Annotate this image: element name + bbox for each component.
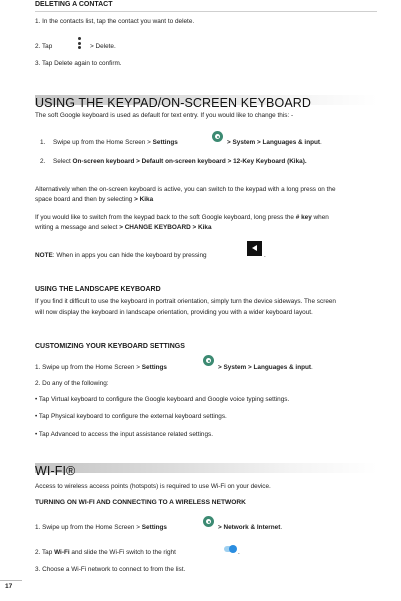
delete-step-3: 3. Tap Delete again to confirm.: [35, 60, 122, 67]
wifi-intro: Access to wireless access points (hotspots) is required to use Wi-Fi on your device.: [35, 483, 271, 490]
delete-step-2-post: > Delete.: [90, 43, 116, 50]
keypad-step-1-path: [227, 139, 322, 147]
section-header-bar: [35, 463, 377, 473]
customizing-step-1-settings: Settings: [141, 364, 167, 371]
keypad-switch-line-1-bold: # key: [295, 214, 312, 221]
landscape-line-2: will now display the keyboard in landscape orientation, providing you with a wider keyboard layout.: [35, 309, 313, 316]
wifi-step-1: [35, 524, 167, 532]
landscape-line-1: If you find it difficult to use the keyboard in portrait orientation, simply turn the device sideways. The screen: [35, 298, 336, 305]
landscape-heading: USING THE LANDSCAPE KEYBOARD: [35, 286, 161, 293]
customizing-bullet-2: • Tap Physical keyboard to configure the external keyboard settings.: [35, 413, 227, 420]
settings-gear-icon: [203, 516, 214, 527]
wifi-step-2-end: .: [238, 549, 240, 556]
more-vertical-icon: [77, 37, 81, 49]
delete-step-1: 1. In the contacts list, tap the contact you want to delete.: [35, 18, 195, 25]
keypad-step-2-number: 2.: [40, 158, 46, 165]
divider: [35, 11, 377, 12]
wifi-step-2-post: and slide the Wi-Fi switch to the right: [69, 549, 176, 556]
note-end: .: [264, 252, 266, 259]
delete-step-2: [35, 43, 52, 51]
keypad-step-1-settings: Settings: [152, 139, 178, 146]
keypad-step-2-bold: On-screen keyboard > Default on-screen keyboard > 12-Key Keyboard (Kika).: [72, 158, 307, 165]
customizing-bullet-3: • Tap Advanced to access the input assistance related settings.: [35, 431, 213, 438]
wifi-step-2: [35, 549, 176, 557]
keypad-step-1-pre: Swipe up from the Home Screen >: [53, 139, 153, 146]
settings-gear-icon: [212, 131, 223, 142]
wifi-step-2-pre: 2. Tap: [35, 549, 55, 556]
keypad-note: [35, 252, 207, 260]
customizing-step-1-path-bold: > System > Languages & input: [218, 364, 312, 371]
keypad-intro: The soft Google keyboard is used as default for text entry. If you would like to change this: -: [35, 112, 294, 119]
keypad-step-2: [53, 158, 307, 166]
customizing-bullet-1: • Tap Virtual keyboard to configure the Google keyboard and Google voice typing settings.: [35, 396, 290, 403]
keypad-alt-line-2-pre: space board and then by selecting: [35, 196, 135, 203]
wifi-step-2-bold: Wi-Fi: [54, 549, 70, 556]
page-number: 17: [5, 583, 13, 590]
wifi-step-1-settings: Settings: [141, 524, 167, 531]
keypad-section-heading: USING THE KEYPAD/ON-SCREEN KEYBOARD: [35, 96, 312, 110]
delete-step-2-pre: 2. Tap: [35, 43, 53, 50]
wifi-subheading: TURNING ON WI-FI AND CONNECTING TO A WIRELESS NETWORK: [35, 499, 246, 506]
keypad-step-2-pre: Select: [53, 158, 73, 165]
note-label: NOTE: [35, 252, 53, 259]
customizing-step-1-end: .: [311, 364, 313, 371]
keypad-alt-line-1: Alternatively when the on-screen keyboard is active, you can switch to the keypad with a long press on the: [35, 186, 336, 193]
customizing-step-2: 2. Do any of the following:: [35, 380, 109, 387]
keypad-switch-line-2: [35, 224, 212, 232]
wifi-step-1-path: [218, 524, 282, 532]
keypad-alt-line-2-bold: > Kika: [134, 196, 154, 203]
keypad-switch-line-1-post: when: [311, 214, 329, 221]
keypad-step-1-number: 1.: [40, 139, 46, 146]
note-text: : When in apps you can hide the keyboard by pressing: [52, 252, 207, 259]
toggle-switch-icon: [224, 546, 236, 552]
keypad-step-1-path-bold: > System > Languages & input: [227, 139, 321, 146]
back-triangle-icon: [247, 241, 262, 256]
delete-contact-heading: DELETING A CONTACT: [35, 1, 113, 8]
customizing-step-1: [35, 364, 167, 372]
customizing-step-1-path: [218, 364, 313, 372]
keypad-switch-line-1: [35, 214, 329, 222]
keypad-step-1-end: .: [320, 139, 322, 146]
wifi-step-3: 3. Choose a Wi-Fi network to connect to from the list.: [35, 566, 186, 573]
keypad-switch-line-1-pre: If you would like to switch from the keypad back to the soft Google keyboard, long press the: [35, 214, 296, 221]
wifi-step-1-pre: 1. Swipe up from the Home Screen >: [35, 524, 142, 531]
keypad-switch-line-2-bold: > CHANGE KEYBOARD > Kika: [119, 224, 212, 231]
wifi-step-1-path-bold: > Network & Internet: [218, 524, 281, 531]
wifi-heading: WI-FI®: [35, 464, 76, 478]
settings-gear-icon: [203, 355, 214, 366]
customizing-heading: CUSTOMIZING YOUR KEYBOARD SETTINGS: [35, 343, 185, 350]
footer-rule: [0, 580, 22, 581]
customizing-step-1-pre: 1. Swipe up from the Home Screen >: [35, 364, 142, 371]
wifi-step-1-end: .: [280, 524, 283, 531]
keypad-switch-line-2-pre: writing a message and select: [35, 224, 120, 231]
keypad-alt-line-2: [35, 196, 153, 204]
keypad-step-1: [53, 139, 178, 147]
